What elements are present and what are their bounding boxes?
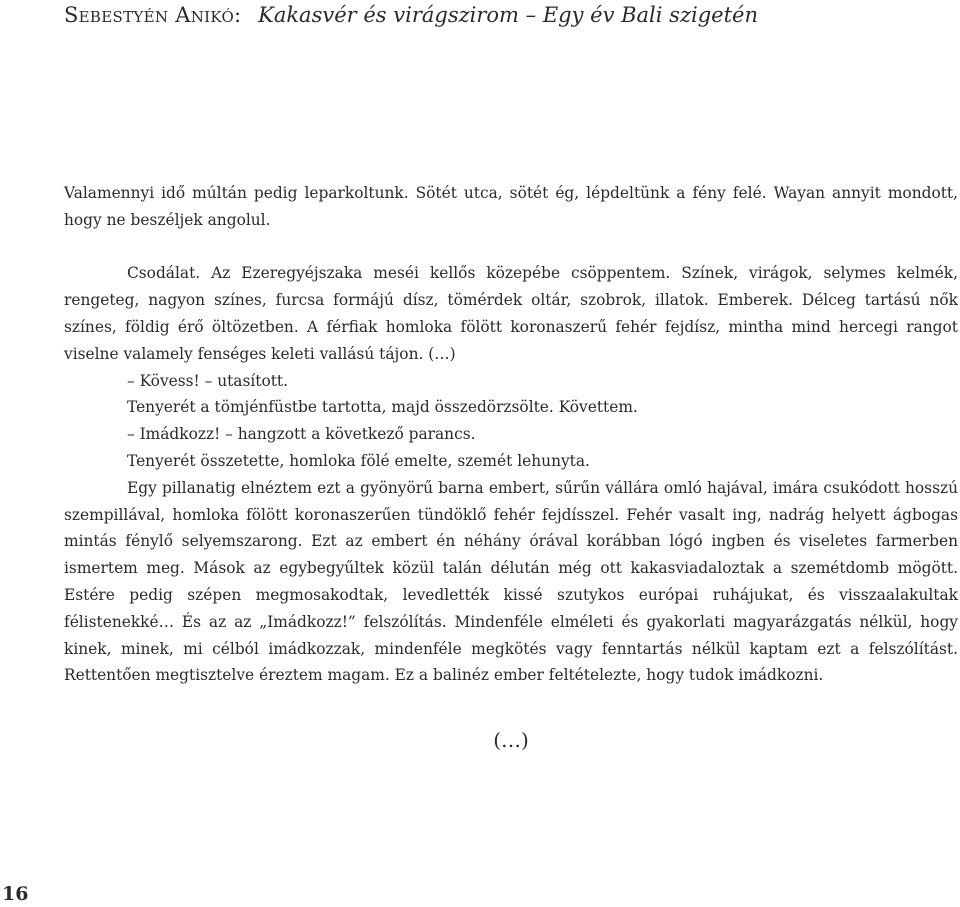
body-text: [64, 180, 958, 689]
book-title: Kakasvér és virágszirom – Egy év Bali szigetén: [258, 3, 758, 27]
dialogue-line: – Imádkozz! – hangzott a következő parancs.: [127, 425, 476, 444]
author-name: Sebestyén Anikó:: [64, 3, 242, 27]
page-number: 16: [2, 883, 29, 905]
paragraph: Csodálat. Az Ezeregyéjszaka meséi kellős közepébe csöppentem. Színek, virágok, selymes kelmék, rengeteg, nagyon színes, furcsa formájú dísz, tömérdek oltár, szobrok, illatok. Emberek. Délceg tartású nők színes, földig érő öltözetben. A férfiak homloka fölött koronaszerű fehér fejdísz, mintha mind hercegi rangot viselne valamely fenséges keleti vallású tájon. (…): [64, 264, 958, 363]
running-header: [64, 0, 758, 30]
dialogue-line: – Kövess! – utasított.: [127, 371, 289, 390]
paragraph: Valamennyi idő múltán pedig leparkoltunk. Sötét utca, sötét ég, lépdeltünk a fény felé. Wayan annyit mondott, hogy ne beszéljek angolul.: [64, 184, 958, 229]
paragraph: Egy pillanatig elnéztem ezt a gyönyörű barna embert, sűrűn vállára omló hajával, imára csukódott hosszú szempillával, homloka fölött koronaszerűen tündöklő fehér fejdísszel. Fehér vasalt ing, nadrág helyett ágbogas mintás fénylő selyemszarong. Ezt az embert én néhány órával korábban lógó ingben és viseletes farmerben ismertem meg. Mások az egybegyűltek közül talán délután még ott kakasviadaloztak a szemétdomb mögött. Estére pedig szépen megmosakodtak, levedlették kissé szutykos európai ruhájukat, és visszaalakultak félistenekké… És az az „Imádkozz!” felszólítás. Mindenféle elméleti és gyakorlati magyarázgatás nélkül, hogy kinek, minek, mi célból imádkozzak, mindenféle megkötés vagy fenntartás nélkül kaptam ezt a felszólítást. Rettentően megtisztelve éreztem magam. Ez a balinéz ember feltételezte, hogy tudok imádkozni.: [64, 478, 958, 685]
omission-mark: (…): [493, 728, 529, 752]
paragraph: Tenyerét összetette, homloka fölé emelte, szemét lehunyta.: [127, 451, 590, 470]
paragraph: Tenyerét a tömjénfüstbe tartotta, majd összedörzsölte. Követtem.: [127, 398, 638, 417]
